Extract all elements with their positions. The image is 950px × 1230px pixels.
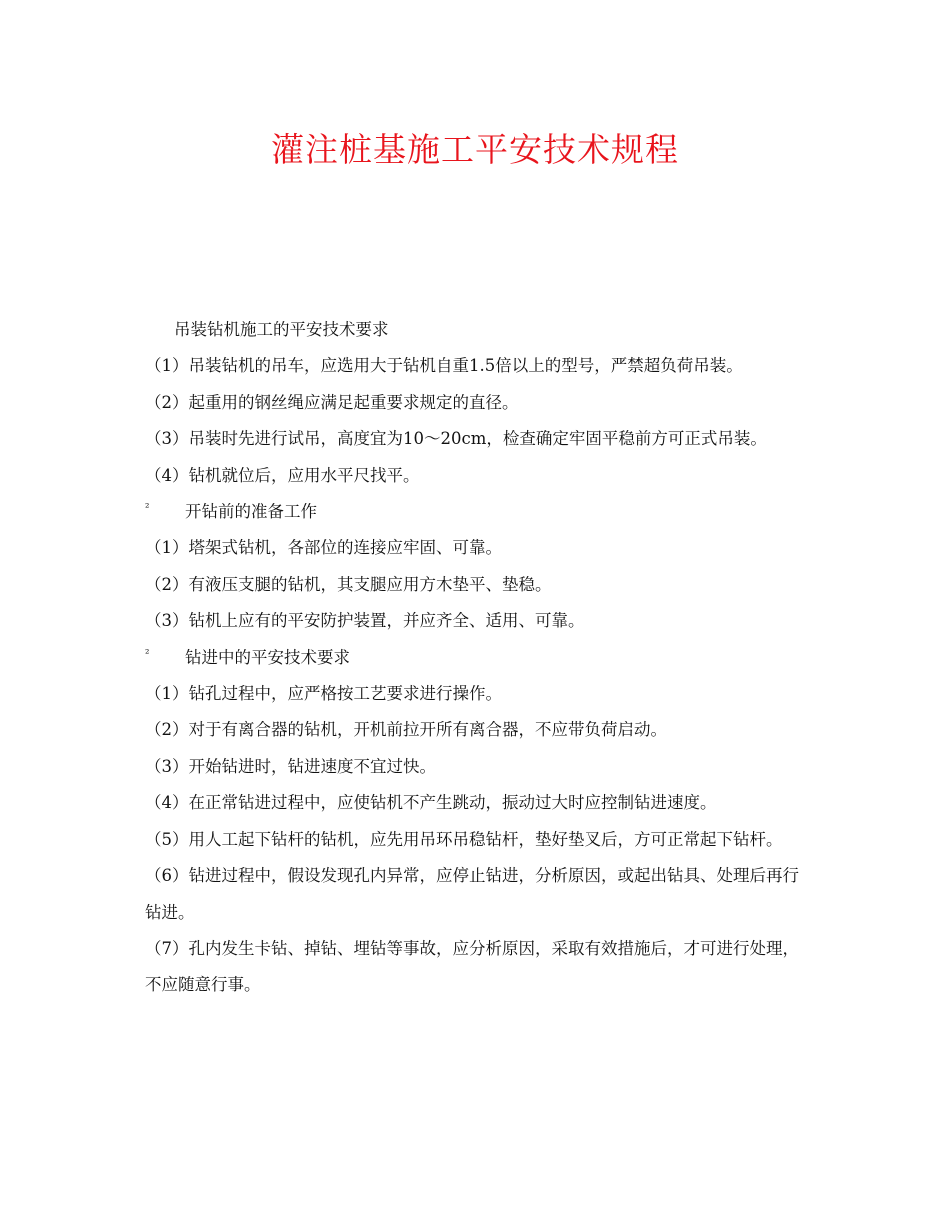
list-item: （3）钻机上应有的平安防护装置，并应齐全、适用、可靠。 xyxy=(145,611,585,631)
list-item: （1）塔架式钻机，各部位的连接应牢固、可靠。 xyxy=(145,538,502,558)
list-item: （2）有液压支腿的钻机，其支腿应用方木垫平、垫稳。 xyxy=(145,574,552,594)
bullet-mark: ² xyxy=(145,501,150,515)
section-heading: 开钻前的准备工作 xyxy=(185,502,317,522)
list-item: （6）钻进过程中，假设发现孔内异常，应停止钻进，分析原因，或起出钻具、处理后再行钻进。 xyxy=(145,866,799,922)
list-item: （3）吊装时先进行试吊，高度宜为10～20cm，检查确定牢固平稳前方可正式吊装。 xyxy=(145,429,767,449)
list-item: （4）钻机就位后，应用水平尺找平。 xyxy=(145,465,420,485)
section-heading: 钻进中的平安技术要求 xyxy=(185,647,350,667)
list-item: （2）对于有离合器的钻机，开机前拉开所有离合器，不应带负荷启动。 xyxy=(145,720,667,740)
list-item: （5）用人工起下钻杆的钻机，应先用吊环吊稳钻杆，垫好垫叉后，方可正常起下钻杆。 xyxy=(145,829,783,849)
list-item: （1）吊装钻机的吊车，应选用大于钻机自重1.5倍以上的型号，严禁超负荷吊装。 xyxy=(145,356,743,376)
list-item: （4）在正常钻进过程中，应使钻机不产生跳动，振动过大时应控制钻进速度。 xyxy=(145,793,717,813)
section-heading: 吊装钻机施工的平安技术要求 xyxy=(174,320,389,339)
list-item: （7）孔内发生卡钻、掉钻、埋钻等事故，应分析原因，采取有效措施后，才可进行处理，不应随意行事。 xyxy=(145,938,799,995)
bullet-mark: ² xyxy=(145,646,150,660)
list-item: （2）起重用的钢丝绳应满足起重要求规定的直径。 xyxy=(145,392,519,412)
document-body xyxy=(145,312,810,1004)
list-item: （1）钻孔过程中，应严格按工艺要求进行操作。 xyxy=(145,684,502,704)
list-item: （3）开始钻进时，钻进速度不宜过快。 xyxy=(145,756,436,776)
section-heading-row xyxy=(145,494,810,530)
page-title: 灌注桩基施工平安技术规程 xyxy=(271,130,679,169)
section-heading-row xyxy=(145,640,810,676)
